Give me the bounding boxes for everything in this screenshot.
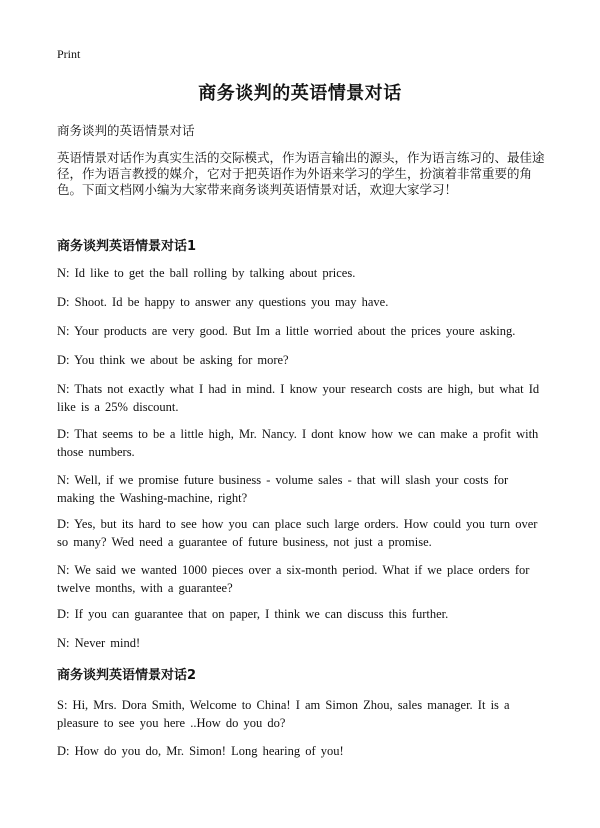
dialogue-line: S: Hi, Mrs. Dora Smith, Welcome to China! I am Simon Zhou, sales manager. It is a pleasure to see you here ..How do you do? [57, 698, 510, 730]
dialogue-line: D: Shoot. Id be happy to answer any questions you may have. [57, 295, 389, 309]
document-title: 商务谈判的英语情景对话 [198, 83, 402, 104]
document-subtitle: 商务谈判的英语情景对话 [57, 123, 195, 138]
section-heading-1: 商务谈判英语情景对话1 [57, 239, 197, 254]
dialogue-line: D: That seems to be a little high, Mr. Nancy. I dont know how we can make a profit with those numbers. [57, 427, 539, 459]
dialogue-line: N: Id like to get the ball rolling by talking about prices. [57, 266, 356, 280]
dialogue-line: N: Your products are very good. But Im a little worried about the prices youre asking. [57, 324, 516, 338]
dialogue-line: N: Thats not exactly what I had in mind. I know your research costs are high, but what Id like is a 25% discount. [57, 382, 540, 414]
dialogue-line: N: We said we wanted 1000 pieces over a six-month period. What if we place orders for twelve months, with a guarantee? [57, 563, 530, 595]
dialogue-line: D: Yes, but its hard to see how you can place such large orders. How could you turn over so many? Wed need a guarantee of future business, not just a promise. [57, 517, 538, 549]
intro-paragraph: 英语情景对话作为真实生活的交际模式，作为语言输出的源头，作为语言练习的、最佳途径，作为语言教授的媒介，它对于把英语作为外语来学习的学生，扮演着非常重要的角色。下面文档网小编为大家带来商务谈判英语情景对话，欢迎大家学习！ [57, 150, 545, 197]
dialogue-line: D: If you can guarantee that on paper, I think we can discuss this further. [57, 607, 449, 621]
dialogue-line: D: You think we about be asking for more? [57, 353, 289, 367]
section-heading-2: 商务谈判英语情景对话2 [57, 668, 197, 683]
dialogue-line: N: Well, if we promise future business - volume sales - that will slash your costs for making the Washing-machine, right? [57, 473, 509, 505]
print-link[interactable]: Print [57, 47, 81, 61]
dialogue-line: N: Never mind! [57, 636, 141, 650]
dialogue-line: D: How do you do, Mr. Simon! Long hearing of you! [57, 744, 344, 758]
